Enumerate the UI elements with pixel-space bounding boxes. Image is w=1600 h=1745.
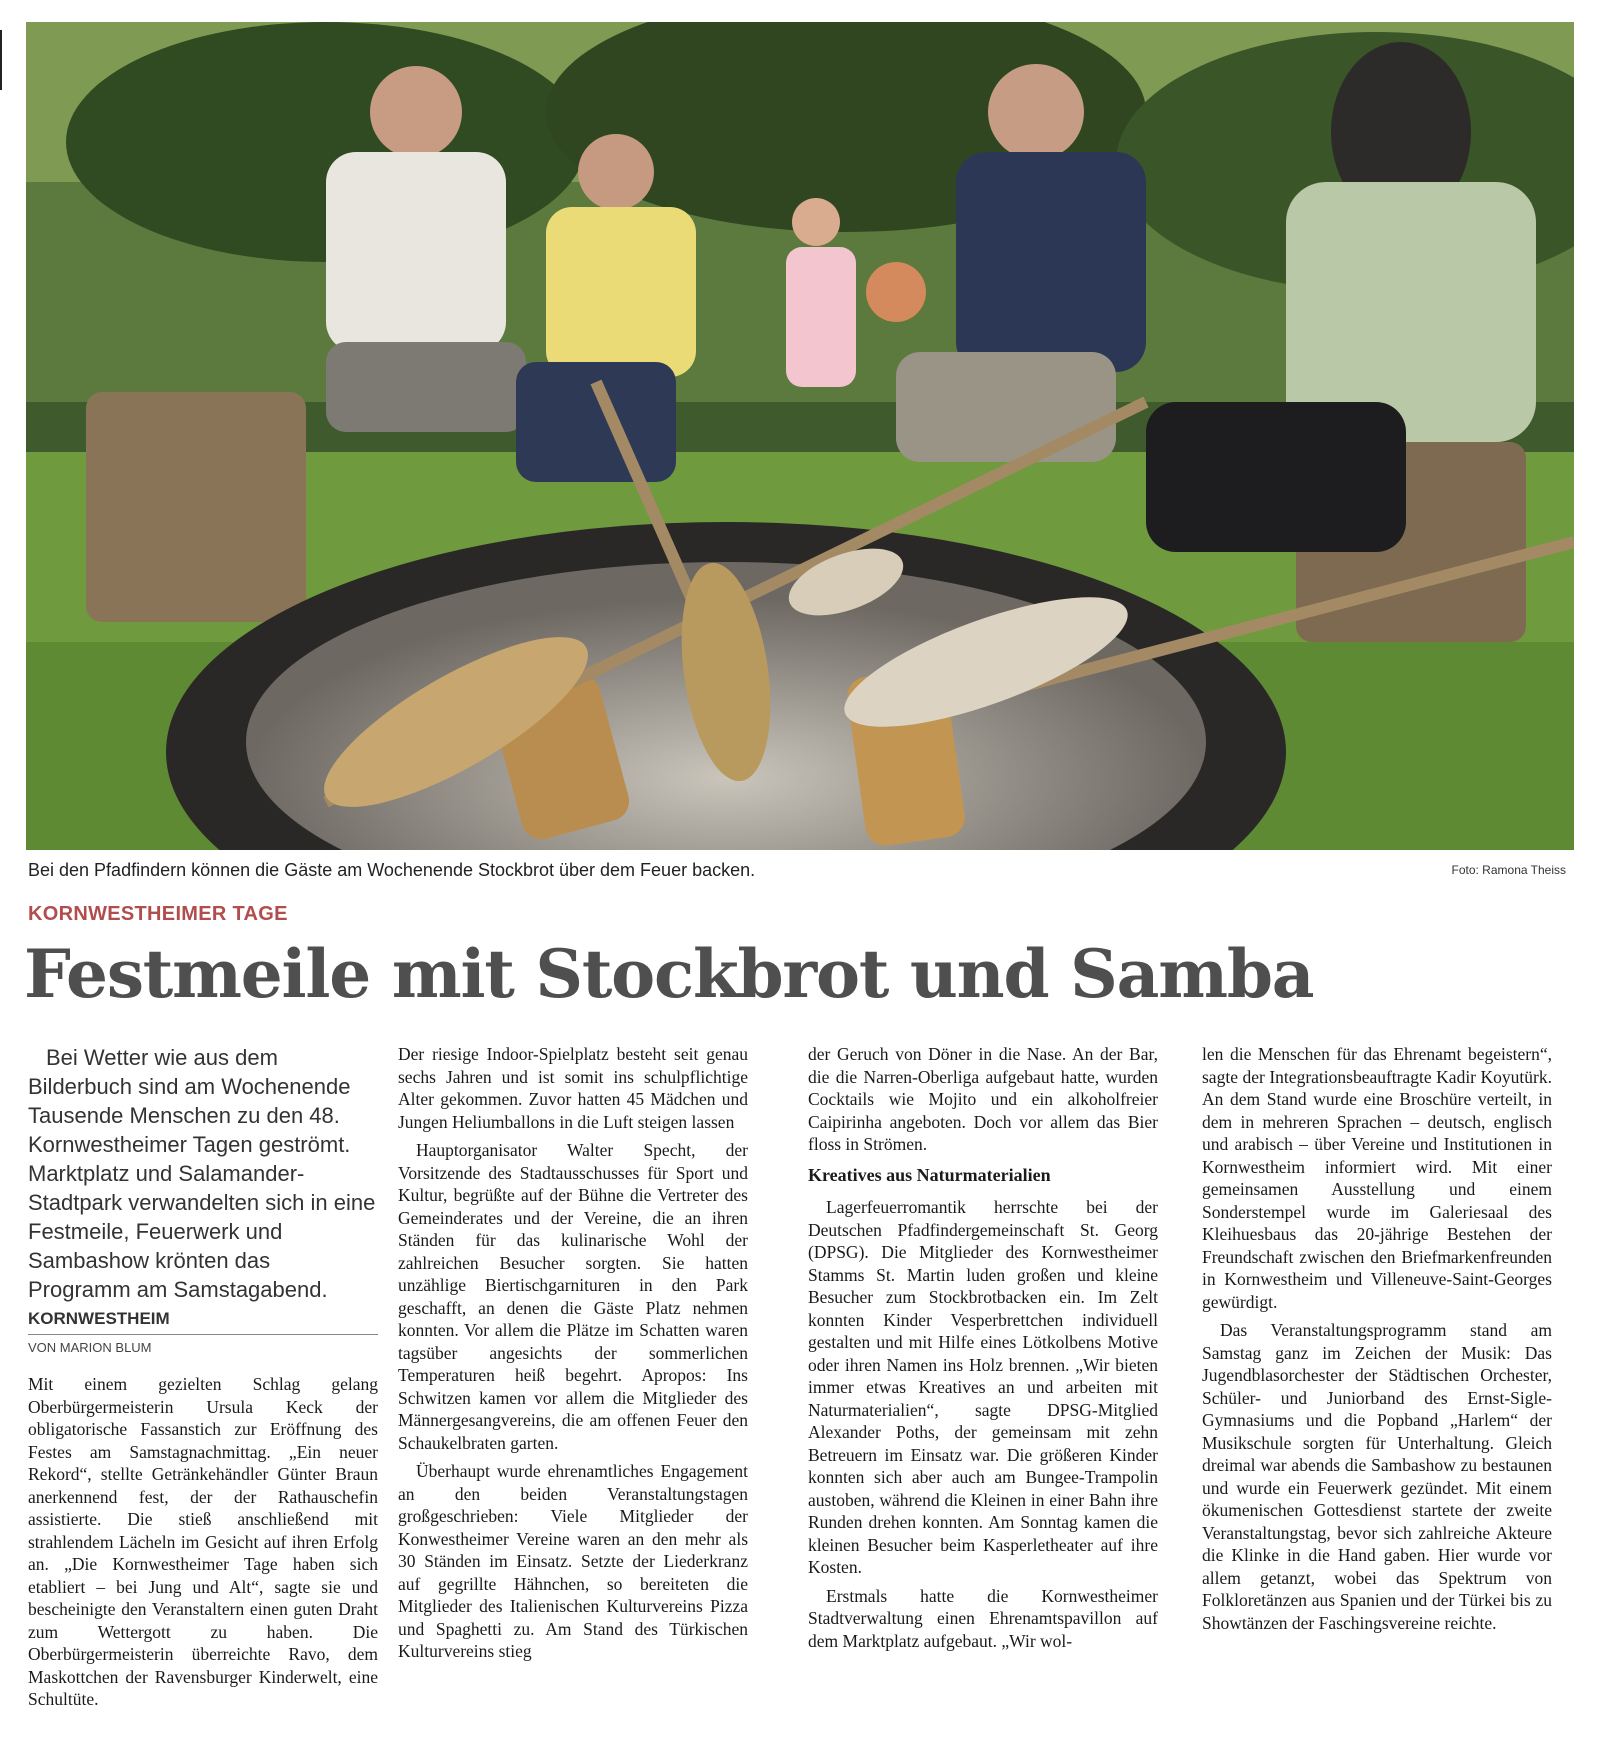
body-paragraph: Das Veranstaltungsprogramm stand am Samstag ganz im Zeichen der Musik: Das Jugendblasorchester der Städtischen Orchester, Schüler- und Juniorband des Ernst-Sigle-Gymnasiums und die Popband „Harlem“ der Musikschule sorgten für Unterhaltung. Gleich dreimal war abends die Sambashow zu bestaunen und wurde ein Feuerwerk gezündet. Mit einem ökumenischen Gottesdienst startete der zweite Veranstaltungstag, bevor sich zahlreiche Akteure die Klinke in die Hand gaben. Hier wurde vor allem getanzt, wobei das Spektrum von Folkloretänzen aus Spanien und der Türkei bis zu Showtänzen der Faschingsvereine reichte. — [1202, 1320, 1552, 1633]
caption-text: Bei den Pfadfindern können die Gäste am Wochenende Stockbrot über dem Feuer backen. — [28, 860, 756, 880]
dateline: KORNWESTHEIM — [28, 1308, 378, 1335]
photo-caption — [28, 860, 1572, 888]
article-column-3 — [808, 1043, 1158, 1735]
body-paragraph: Erstmals hatte die Kornwestheimer Stadtverwaltung einen Ehrenamtspavillon auf dem Marktplatz aufgebaut. „Wir wol- — [808, 1585, 1158, 1651]
margin-mark — [0, 30, 2, 90]
body-paragraph: Der riesige Indoor-Spielplatz besteht seit genau sechs Jahren und ist somit ins schulpflichtige Alter gekommen. Zuvor hatten 45 Mädchen und Jungen Heliumballons in die Luft steigen lassen — [398, 1044, 748, 1132]
body-paragraph: len die Menschen für das Ehrenamt begeistern“, sagte der Integrationsbeauftragte Kadir Koyutürk. An dem Stand wurde eine Broschüre verteilt, in dem in mehreren Sprachen – deutsch, englisch und arabisch – über Vereine und Institutionen in Kornwestheim informiert wird. Mit einer gemeinsamen Ausstellung und einem Sonderstempel wurde im Galeriesaal des Kleihuesbaus das 20-jährige Bestehen der Freundschaft zwischen den Briefmarkenfreunden in Kornwestheim und Villeneuve-Saint-Georges gewürdigt. — [1202, 1044, 1552, 1312]
campfire-photo-illustration — [26, 22, 1574, 850]
article-lead: Bei Wetter wie aus dem Bilderbuch sind am Wochenende Tausende Menschen zu den 48. Kornwestheimer Tagen geströmt. Marktplatz und Salamander-Stadtpark verwandelten sich in eine Festmeile, Feuerwerk und Sambashow krönten das Programm am Samstagabend. — [28, 1045, 376, 1302]
article-column-1 — [28, 1043, 378, 1735]
body-paragraph: der Geruch von Döner in die Nase. An der Bar, die die Narren-Oberliga aufgebaut hatte, wurden Cocktails wie Mojito und ein alkoholfreier Caipirinha angeboten. Doch vor allem das Bier floss in Strömen. — [808, 1044, 1158, 1154]
body-paragraph: Mit einem gezielten Schlag gelang Oberbürgermeisterin Ursula Keck der obligatorische Fassanstich zur Eröffnung des Festes am Samstagnachmittag. „Ein neuer Rekord“, stellte Getränkehändler Günter Braun anerkennend fest, der der Rathauschefin assistierte. Die stieß anschließend mit strahlendem Lächeln im Gesicht auf ihren Erfolg an. „Die Kornwestheimer Tage haben sich etabliert – bei Jung und Alt“, sagte sie und bescheinigte den Veranstaltern einen guten Draht zum Wettergott zu haben. Die Oberbürgermeisterin überreichte Ravo, dem Maskottchen der Ravensburger Kinderwelt, eine Schultüte. — [28, 1374, 378, 1709]
article-headline: Festmeile mit Stockbrot und Samba — [24, 935, 1314, 1013]
article-kicker: KORNWESTHEIMER TAGE — [28, 903, 288, 925]
body-paragraph: Hauptorganisator Walter Specht, der Vorsitzende des Stadtausschusses für Sport und Kultur, begrüßte auf der Bühne die Vertreter des Gemeinderates und der Vereine, die an ihren Ständen für das kulinarische Wohl der zahlreichen Besucher sorgten. Sie hatten unzählige Biertischgarnituren in den Park geschafft, an denen die Gäste Platz nehmen konnten. Vor allem die Plätze im Schatten waren tagsüber angesichts der sommerlichen Temperaturen heiß begehrt. Apropos: Ins Schwitzen kamen vor allem die Mitglieder des Männergesangvereins, die am offenen Feuer den Schaukelbraten garten. — [398, 1140, 748, 1453]
article-column-4 — [1202, 1043, 1552, 1735]
byline: VON MARION BLUM — [28, 1339, 152, 1355]
body-paragraph: Überhaupt wurde ehrenamtliches Engagement an den beiden Veranstaltungstagen großgeschrieben: Viele Mitglieder der Konwestheimer Vereine waren an den mehr als 30 Ständen im Einsatz. Setzte der Liederkranz auf gegrillte Hähnchen, so bereiteten die Mitglieder des Italienischen Kulturvereins Pizza und Spaghetti zu. Am Stand des Türkischen Kulturvereins stieg — [398, 1461, 748, 1661]
photo-credit: Foto: Ramona Theiss — [1451, 863, 1566, 877]
body-paragraph: Lagerfeuerromantik herrschte bei der Deutschen Pfadfindergemeinschaft St. Georg (DPSG). Die Mitglieder des Kornwestheimer Stamms St. Martin luden großen und kleine Besucher zum Stockbrotbacken ein. Im Zelt konnten Kinder Vesperbrettchen individuell gestalten und mit Hilfe eines Lötkolbens Motive oder ihren Namen ins Holz brennen. „Wir bieten immer etwas Kreatives an und arbeiten mit Naturmaterialien“, sagte DPSG-Mitglied Alexander Poths, der gemeinsam mit zehn Betreuern im Einsatz war. Die größeren Kinder konnten sich aber auch am Bungee-Trampolin austoben, während die Kleinen in einer Bahn ihre Runden drehen konnten. Am Sonntag kamen die kleinen Besucher beim Kasperletheater auf ihre Kosten. — [808, 1197, 1158, 1577]
article-column-2 — [398, 1043, 748, 1735]
article-photo — [26, 22, 1574, 850]
section-subhead: Kreatives aus Naturmaterialien — [808, 1164, 1051, 1185]
